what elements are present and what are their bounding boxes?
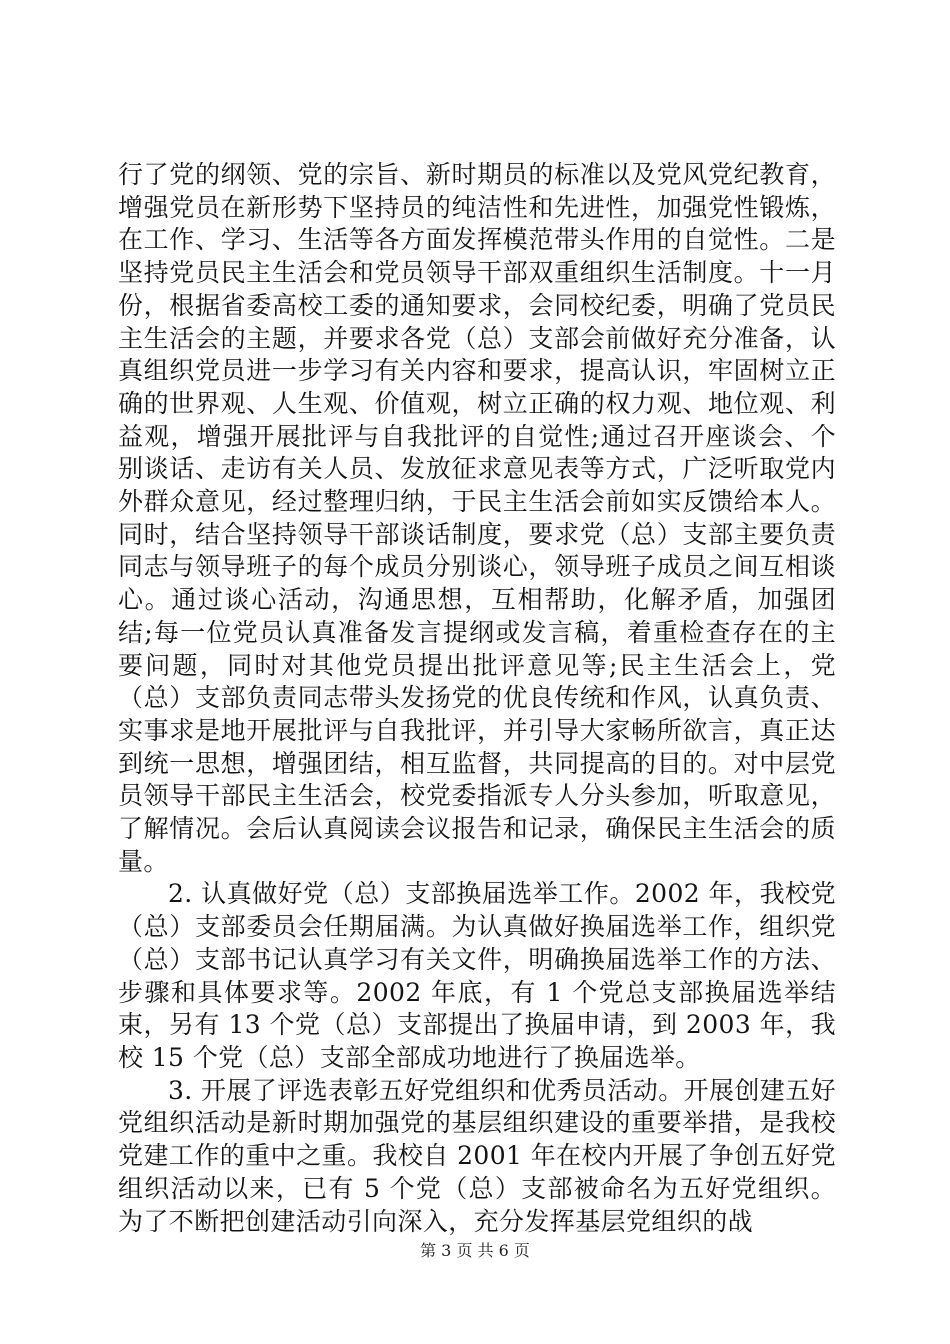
page-number-footer: 第 3 页 共 6 页 [420,1241,530,1260]
paragraph-continuation: 行了党的纲领、党的宗旨、新时期员的标准以及党风党纪教育，增强党员在新形势下坚持员的纯洁性和先进性，加强党性锻炼，在工作、学习、生活等各方面发挥模范带头作用的自觉性。二是坚持党员民主生活会和党员领导干部双重组织生活制度。十一月份，根据省委高校工委的通知要求，会同校纪委，明确了党员民主生活会的主题，并要求各党（总）支部会前做好充分准备，认真组织党员进一步学习有关内容和要求，提高认识，牢固树立正确的世界观、人生观、价值观，树立正确的权力观、地位观、利益观，增强开展批评与自我批评的自觉性;通过召开座谈会、个别谈话、走访有关人员、发放征求意见表等方式，广泛听取党内外群众意见，经过整理归纳，于民主生活会前如实反馈给本人。同时，结合坚持领导干部谈话制度，要求党（总）支部主要负责同志与领导班子的每个成员分别谈心，领导班子成员之间互相谈心。通过谈心活动，沟通思想，互相帮助，化解矛盾，加强团结;每一位党员认真准备发言提纲或发言稿，着重检查存在的主要问题，同时对其他党员提出批评意见等;民主生活会上，党（总）支部负责同志带头发扬党的优良传统和作风，认真负责、实事求是地开展批评与自我批评，并引导大家畅所欲言，真正达到统一思想，增强团结，相互监督，共同提高的目的。对中层党员领导干部民主生活会，校党委指派专人分头参加，听取意见，了解情况。会后认真阅读会议报告和记录，确保民主生活会的质量。 [118,160,836,876]
paragraph-election-work: 2. 认真做好党（总）支部换届选举工作。2002 年，我校党（总）支部委员会任期届满。为认真做好换届选举工作，组织党（总）支部书记认真学习有关文件，明确换届选举工作的方法、步骤和具体要求等。2002 年底，有 1 个党总支部换届选举结束，另有 13 个党（总）支部提出了换届申请，到 2003 年，我校 15 个党（总）支部全部成功地进行了换届选举。 [118,879,836,1072]
document-body [118,159,836,1238]
paragraph-five-good-organizations: 3. 开展了评选表彰五好党组织和优秀员活动。开展创建五好党组织活动是新时期加强党的基层组织建设的重要举措，是我校党建工作的重中之重。我校自 2001 年在校内开展了争创五好党组织活动以来，已有 5 个党（总）支部被命名为五好党组织。为了不断把创建活动引向深入，充分发挥基层党组织的战 [118,1075,837,1236]
